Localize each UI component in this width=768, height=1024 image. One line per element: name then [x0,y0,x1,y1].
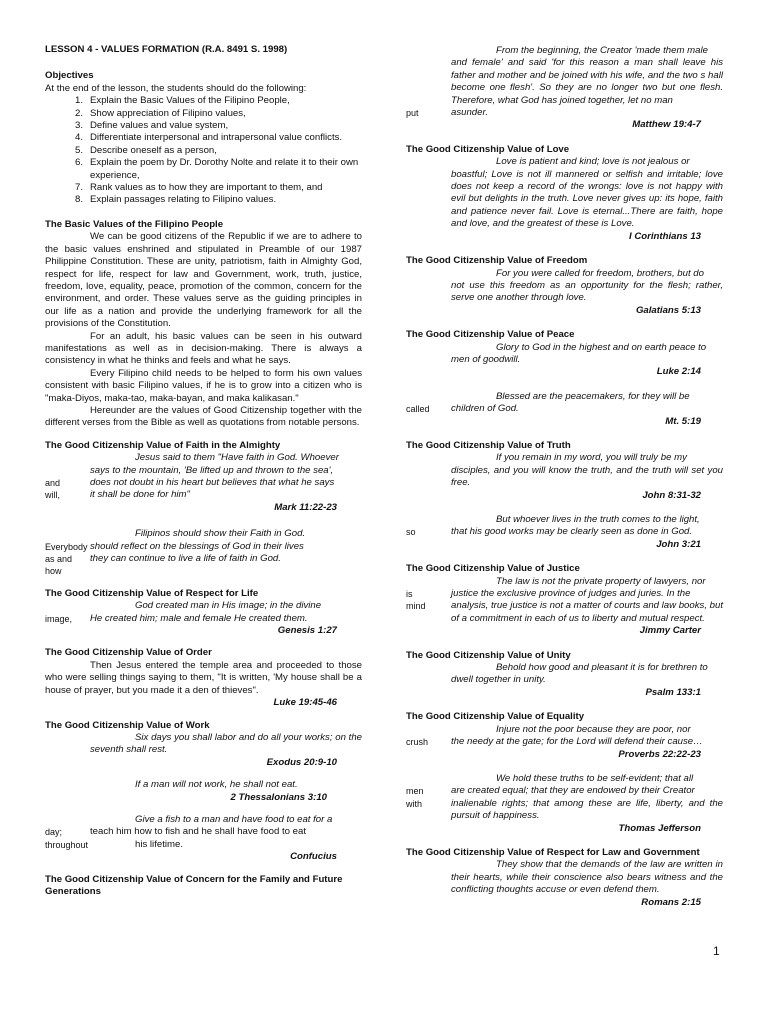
life-heading: The Good Citizenship Value of Respect for Life [45,587,259,599]
love-heading: The Good Citizenship Value of Love [406,143,570,155]
basic-values-paragraph: We can be good citizens of the Republic if we are to adhere to the basic values enshrined and stipulated in Preamble of our 1987 Philippine Constitution. These are unity, patriotism, faith in Almighty God, respect for life, respect for law and Government, work, truth, justice, freedom, love, equality, peace, promotion of the common, concern for the environment, and order. These values serve as the guiding principles in our life as a nation and provide the underlying framework for all the provisions of the Constitution. [45,231,362,330]
work-quote: Six days you shall labor and do all your works; on the seventh shall rest. [90,731,362,756]
justice-citation: Jimmy Carter [639,625,701,637]
peace-citation: Luke 2:14 [656,366,701,378]
family-heading: The Good Citizenship Value of Concern for the Family and Future Generations [45,873,343,897]
peace-quote: Blessed are the peacemakers, for they will be [496,390,690,402]
justice-heading: The Good Citizenship Value of Justice [406,563,580,575]
faith-heading: The Good Citizenship Value of Faith in the Almighty [45,439,281,451]
list-item: 3. Define values and value system, [74,120,229,132]
basic-values-paragraph: Hereunder are the values of Good Citizenship together with the different verses from the Bible as well as quotations from notable persons. [45,404,362,429]
love-citation: I Corinthians 13 [629,230,701,242]
page-number: 1 [713,944,720,958]
equality-quote: We hold these truths to be self-evident; that all [496,772,694,784]
law-government-citation: Romans 2:15 [641,896,701,908]
family-quote: and female' and said 'for this reason a man shall leave his father and mother and be joined with his wife, and the two s hall become one flesh'. So they are no longer two but one flesh. Therefore, what God has joined together, let no man [451,57,723,106]
peace-citation: Mt. 5:19 [665,415,701,427]
work-citation: Confucius [290,851,337,863]
equality-citation: Thomas Jefferson [618,822,701,834]
love-quote: boastful; Love is not ill mannered or selfish and irritable; love does not keep a record of the wrongs: love is not happy with evil but delights in the truth. Love never gives up: its hope, faith and patience never fail. Love is eternal...There are faith, hope and love, and the greatest of these is Love. [451,168,723,230]
work-quote: Give a fish to a man and have food to eat for a [135,813,333,825]
work-quote: If a man will not work, he shall not eat. [135,779,298,791]
equality-citation: Proverbs 22:22-23 [618,748,701,760]
list-item: 5. Describe oneself as a person, [74,144,217,156]
faith-quote: Jesus said to them "Have faith in God. Whoever says to the mountain, 'Be lifted up and thrown to the sea', and does not doubt in his heart but believes that what he says will, it shall be done for him" [45,452,339,501]
freedom-quote: For you were called for freedom, brothers, but do [496,267,704,279]
law-government-heading: The Good Citizenship Value of Respect for Law and Government [406,846,700,858]
faith-reflection: Filipinos should show their Faith in God. Everybody should reflect on the blessings of God in their lives as and how they can continue to live a life of faith in God. [45,528,306,577]
unity-quote: dwell together in unity. [451,674,546,686]
freedom-heading: The Good Citizenship Value of Freedom [406,255,588,267]
order-citation: Luke 19:45-46 [273,697,337,709]
basic-values-paragraph: For an adult, his basic values can be seen in his outward manifestations as well as in decision-making. There is always a consistency in what he thinks and feels and what he says. [45,330,362,367]
list-item: 4. Differentiate interpersonal and intrapersonal value conflicts. [74,132,343,144]
right-column: From the beginning, the Creator 'made them male and female' and said 'for this reason a man shall leave his father and mother and be joined with his wife, and the two s hall become one flesh'. So they are no longer two but one flesh. Therefore, what God has joined together, let no man put asunder. Matthew 19:4-7 The Good Citizenship Value of Love Love is patient and kind; love is not jealous or boastful; Love is not ill mannered or selfish and irritable; love does not keep a record of the wrongs: love is not happy with evil but delights in the truth. Love never gives up: its hope, faith and patience never fail. Love is eternal...There are faith, hope and love, and the greatest of these is Love. I Corinthians 13 The Good Citizenship Value of Freedom For you were called for freedom, brothers, but do not use this freedom as an opportunity for the flesh; rather, serve one another through love. Galatians 5:13 The Good Citizenship Value of Peace Glory to God in the highest and on earth peace to men of goodwill. Luke 2:14 Blessed are the peacemakers, for they will be called children of God. Mt. 5:19 The Good Citizenship Value of Truth If you remain in my word, you will truly be my disciples, and you will know the truth, and the truth will set you free. John 8:31-32 But whoever lives in the truth comes to the light, so that his good works may be clearly seen as done in God. John 3:21 The Good Citizenship Value of Justice The law is not the private property of lawyers, nor is justice the exclusive province of judges and juries. In the mind analysis, true justice is not a matter of courts and law books, but of a commitment in each of us to liberty and mutual respect. Jimmy Carter The Good Citizenship Value of Unity Behold how good and pleasant it is for brethren to dwell together in unity. Psalm 133:1 The Good Citizenship Value of Equality Injure not the poor because they are poor, nor crush the needy at the gate; for the Lord will defend their cause… Proverbs 22:22-23 We hold these truths to be self-evident; that all men are created equal; that they are endowed by their Creator with inalienable rights; that among these are life, liberty, and the pursuit of happiness. Thomas Jefferson The Good Citizenship Value of Respect for Law and Government They show that the demands of the law are written in their hearts, while their conscience also bears witness and the conflicting thoughts accuse or even defend them. Romans 2:15 [406,45,723,908]
law-government-quote: They show that the demands of the law are written in their hearts, while their conscience also bears witness and the conflicting thoughts accuse or even defend them. [451,859,723,896]
unity-citation: Psalm 133:1 [645,686,701,698]
list-item: 7. Rank values as to how they are important to them, and [74,182,323,194]
order-heading: The Good Citizenship Value of Order [45,647,212,659]
objectives-intro: At the end of the lesson, the students should do the following: [45,82,307,94]
freedom-quote: not use this freedom as an opportunity for the flesh; rather, serve one another through love. [451,279,723,304]
life-citation: Genesis 1:27 [277,625,337,637]
truth-citation: John 3:21 [656,538,701,550]
peace-quote: Glory to God in the highest and on earth peace to [496,341,707,353]
work-heading: The Good Citizenship Value of Work [45,719,210,731]
justice-quote: The law is not the private property of lawyers, nor [496,575,706,587]
unity-quote: Behold how good and pleasant it is for brethren to [496,662,708,674]
love-quote: Love is patient and kind; love is not jealous or [496,156,690,168]
truth-heading: The Good Citizenship Value of Truth [406,439,571,451]
objectives-heading: Objectives [45,70,94,82]
order-quote: Then Jesus entered the temple area and proceeded to those who were selling things saying to them, "It is written, 'My house shall be a house of prayer, but you made it a den of thieves". [45,659,362,696]
freedom-citation: Galatians 5:13 [635,304,701,316]
list-item: 1. Explain the Basic Values of the Filipino People, [74,95,290,107]
work-citation: 2 Thessalonians 3:10 [230,791,327,803]
equality-heading: The Good Citizenship Value of Equality [406,711,585,723]
left-column: LESSON 4 - VALUES FORMATION (R.A. 8491 S. 1998) Objectives At the end of the lesson, the students should do the following: 1. Explain the Basic Values of the Filipino People, 2. Show appreciation of Filipino values, 3. Define values and value system, 4. Differentiate interpersonal and intrapersonal value conflicts. 5. Describe oneself as a person, 6. Explain the poem by Dr. Dorothy Nolte and relate it to their own experience, 7. Rank values as to how they are important to them, and 8. Explain passages relating to Filipino values. The Basic Values of the Filipino People We can be good citizens of the Republic if we are to adhere to the basic values enshrined and stipulated in Preamble of our 1987 Philippine Constitution. These are unity, patriotism, faith in Almighty God, respect for life, respect for law and Government, work, truth, justice, freedom, love, equality, peace, promotion of the common, concern for the environment, and order. These values serve as the guiding principles in our life as a nation and provide the underlying framework for all the provisions of the Constitution. For an adult, his basic values can be seen in his outward manifestations as well as in decision-making. There is always a consistency in what he thinks and feels and what he says. Every Filipino child needs to be helped to form his own values consistent with basic Filipino values, if he is to grow into a citizen who is "maka-Diyos, maka-tao, maka-bayan, and maka kalikasan." Hereunder are the values of Good Citizenship together with the different verses from the Bible as well as quotations from notable persons. The Good Citizenship Value of Faith in the Almighty Jesus said to them "Have faith in God. Whoever says to the mountain, 'Be lifted up and thrown to the sea', and does not doubt in his heart but believes that what he says will, it shall be done for him" Mark 11:22-23 Filipinos should show their Faith in God. Everybody should reflect on the blessings of God in their lives as and how they can continue to live a life of faith in God. The Good Citizenship Value of Respect for Life God created man in His image; in the divine image, He created him; male and female He created them. Genesis 1:27 The Good Citizenship Value of Order Then Jesus entered the temple area and proceeded to those who were selling things saying to them, "It is written, 'My house shall be a house of prayer, but you made it a den of thieves". Luke 19:45-46 The Good Citizenship Value of Work Six days you shall labor and do all your works; on the seventh shall rest. Exodus 20:9-10 If a man will not work, he shall not eat. 2 Thessalonians 3:10 Give a fish to a man and have food to eat for a day; teach him how to fish and he shall have food to eat throughout his lifetime. Confucius The Good Citizenship Value of Concern for the Family and Future Generations [45,44,362,897]
peace-quote: men of goodwill. [451,353,521,365]
lesson-title: LESSON 4 - VALUES FORMATION (R.A. 8491 S. 1998) [45,44,288,55]
list-item: 2. Show appreciation of Filipino values, [74,107,246,119]
basic-values-heading: The Basic Values of the Filipino People [45,218,224,230]
family-citation: Matthew 19:4-7 [632,119,701,131]
work-citation: Exodus 20:9-10 [266,756,337,768]
truth-quote: But whoever lives in the truth comes to the light, [496,514,700,525]
equality-quote: Injure not the poor because they are poor, nor [496,723,691,735]
objectives-list [45,95,362,207]
truth-citation: John 8:31-32 [642,489,701,501]
peace-heading: The Good Citizenship Value of Peace [406,329,575,341]
faith-citation: Mark 11:22-23 [274,501,337,513]
truth-quote: disciples, and you will know the truth, and the truth will set you free. [451,464,723,489]
basic-values-paragraph: Every Filipino child needs to be helped to form his own values consistent with basic Filipino values, if he is to grow into a citizen who is "maka-Diyos, maka-tao, maka-bayan, and maka kalikasan." [45,367,362,404]
unity-heading: The Good Citizenship Value of Unity [406,649,571,661]
life-quote: God created man in His image; in the divine [135,600,322,612]
truth-quote: If you remain in my word, you will truly be my [496,452,687,464]
family-quote: From the beginning, the Creator 'made them male [496,45,708,56]
list-item: 8. Explain passages relating to Filipino values. [74,194,277,206]
list-item: 6. Explain the poem by Dr. Dorothy Nolte and relate it to their own experience, [74,157,359,181]
